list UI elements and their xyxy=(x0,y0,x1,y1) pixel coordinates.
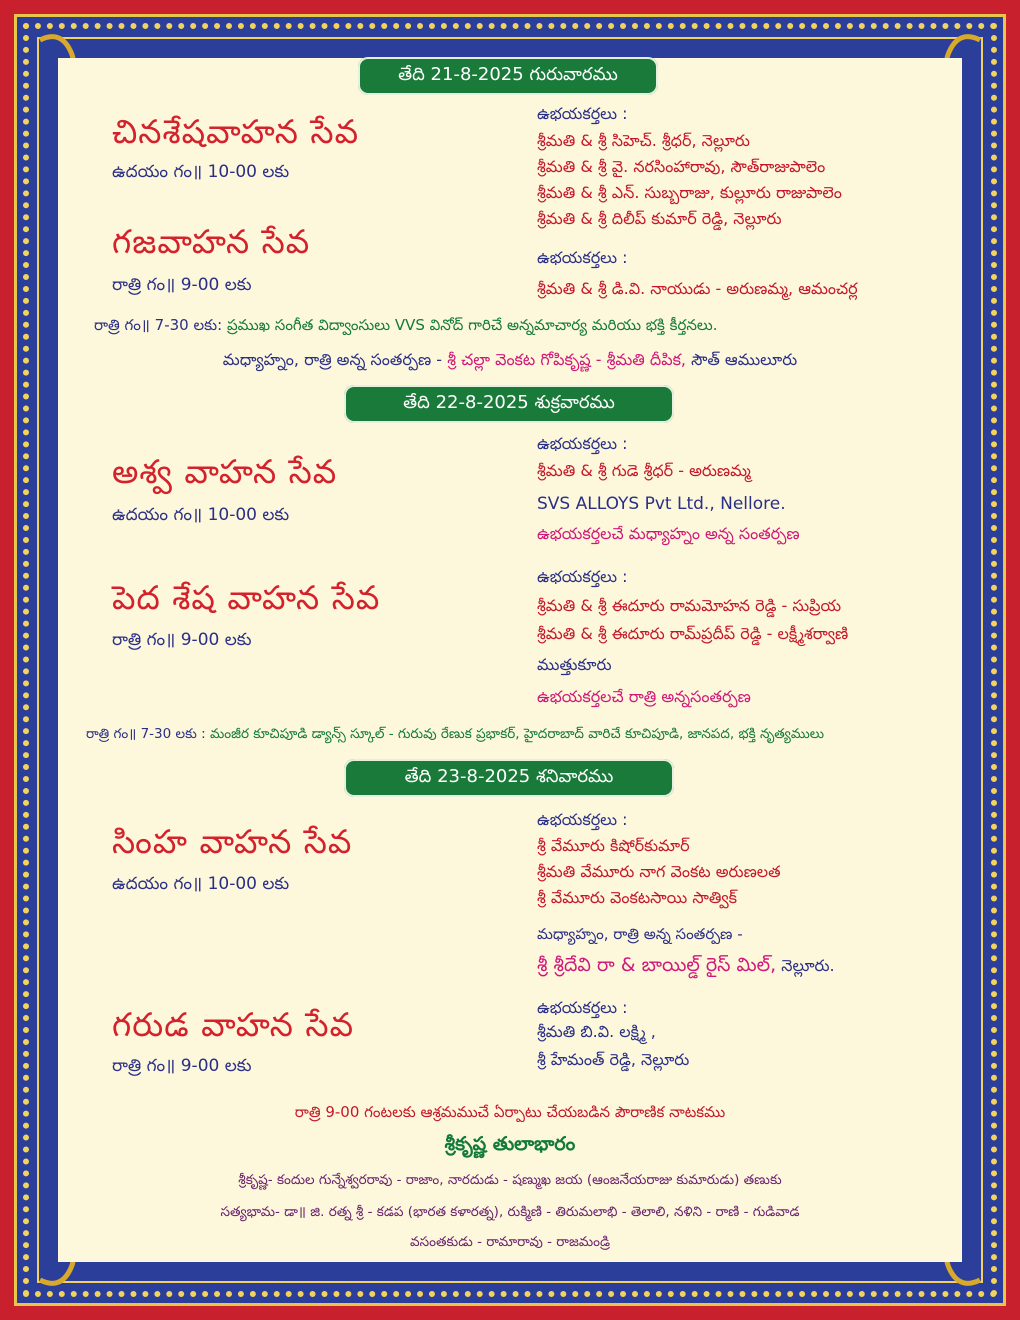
seva-title: సింహ వాహన సేవ xyxy=(112,822,353,861)
annadanam-name: శ్రీ శ్రీదేవి రా & బాయిల్డ్ రైస్ మిల్, xyxy=(537,954,777,976)
drama-intro: రాత్రి 9-00 గంటలకు ఆశ్రమముచే ఏర్పాటు చేయబడిన పౌరాణిక నాటకము xyxy=(294,1103,726,1121)
sponsor-place: ముత్తుకూరు xyxy=(537,655,612,674)
seva-time: ఉదయం గం॥ 10-00 లకు xyxy=(112,505,290,525)
date-pill-day1: తేది 21-8-2025 గురువారము xyxy=(358,57,658,95)
seva-time: రాత్రి గం॥ 9-00 లకు xyxy=(112,1056,252,1076)
annadanam-label: మధ్యాహ్నం, రాత్రి అన్న సంతర్పణ - xyxy=(537,925,743,943)
sponsor-line: శ్రీ వేమూరు వెంకటసాయి సాత్విక్ xyxy=(537,888,738,907)
date-pill-day3: తేది 23-8-2025 శనివారము xyxy=(344,759,674,797)
seva-title: అశ్వ వాహన సేవ xyxy=(112,452,338,491)
sponsor-line: శ్రీమతి & శ్రీ డి.వి. నాయుడు - అరుణమ్మ, ఆమంచర్ల xyxy=(537,279,858,298)
sponsor-note: ఉభయకర్తలచే రాత్రి అన్నసంతర్పణ xyxy=(537,687,751,706)
sponsor-line: శ్రీ వేమూరు కిషోర్‌కుమార్ xyxy=(537,836,690,855)
sponsor-company: SVS ALLOYS Pvt Ltd., Nellore. xyxy=(537,494,786,514)
annadanam-place: సౌత్ ఆములూరు xyxy=(691,350,798,369)
sponsor-line: శ్రీమతి వేమూరు నాగ వెంకట అరుణలత xyxy=(537,862,781,881)
sponsor-label: ఉభయకర్తలు : xyxy=(537,567,628,586)
sponsor-label: ఉభయకర్తలు : xyxy=(537,104,628,123)
seva-title: గరుడ వాహన సేవ xyxy=(112,1005,355,1044)
annadanam-prefix: మధ్యాహ్నం, రాత్రి అన్న సంతర్పణ - xyxy=(222,350,443,369)
drama-cast-line: సత్యభామ- డా॥ జి. రత్న శ్రీ - కడప (భారత కళారత్న), రుక్మిణి - తిరుమలాభి - తెలాలి, నళిని - రాణి - గుడివాడ xyxy=(220,1204,800,1220)
sponsor-line: శ్రీ హేమంత్ రెడ్డి, నెల్లూరు xyxy=(537,1050,690,1069)
sponsor-line: శ్రీమతి & శ్రీ సిహెచ్. శ్రీధర్, నెల్లూరు xyxy=(537,131,750,150)
sponsor-line: శ్రీమతి బి.వి. లక్ష్మి , xyxy=(537,1022,656,1041)
drama-cast-line: వసంతకుడు - రామారావు - రాజమండ్రి xyxy=(410,1234,610,1250)
annadanam-line xyxy=(537,954,835,981)
sponsor-label: ఉభయకర్తలు : xyxy=(537,810,628,829)
program-line xyxy=(94,316,718,338)
sponsor-line: శ్రీమతి & శ్రీ గుడె శ్రీధర్ - అరుణమ్మ xyxy=(537,461,751,480)
sponsor-label: ఉభయకర్తలు : xyxy=(537,998,628,1017)
seva-title: గజవాహన సేవ xyxy=(112,222,311,261)
annadanam-line xyxy=(58,350,962,373)
program-time: రాత్రి గం॥ 7-30 లకు : xyxy=(86,726,206,742)
program-time: రాత్రి గం॥ 7-30 లకు: xyxy=(94,316,223,334)
date-pill-day2: తేది 22-8-2025 శుక్రవారము xyxy=(344,385,674,423)
sponsor-label: ఉభయకర్తలు : xyxy=(537,248,628,267)
seva-time: ఉదయం గం॥ 10-00 లకు xyxy=(112,162,290,182)
seva-time: రాత్రి గం॥ 9-00 లకు xyxy=(112,630,252,650)
seva-time: ఉదయం గం॥ 10-00 లకు xyxy=(112,874,290,894)
drama-title: శ్రీకృష్ణ తులాభారం xyxy=(444,1133,576,1155)
sponsor-line: శ్రీమతి & శ్రీ వై. నరసింహారావు, సౌత్‌రాజుపాలెం xyxy=(537,157,826,176)
seva-time: రాత్రి గం॥ 9-00 లకు xyxy=(112,275,252,295)
seva-title: చినశేషవాహన సేవ xyxy=(112,112,360,151)
annadanam-name: శ్రీ చల్లా వెంకట గోపికృష్ణ - శ్రీమతి దీపిక, xyxy=(447,350,687,369)
program-line xyxy=(86,726,824,745)
sponsor-line: శ్రీమతి & శ్రీ ఈదూరు రామమోహన రెడ్డి - సుప్రియ xyxy=(537,596,842,615)
sponsor-note: ఉభయకర్తలచే మధ్యాహ్నం అన్న సంతర్పణ xyxy=(537,524,800,543)
seva-title: పెద శేష వాహన సేవ xyxy=(112,578,381,617)
sponsor-label: ఉభయకర్తలు : xyxy=(537,434,628,453)
drama-cast-line: శ్రీకృష్ణ- కందుల గున్నేశ్వరరావు - రాజాం, నారదుడు - షణ్ముఖ జయ (ఆంజనేయరాజు కుమారుడు) తణుకు xyxy=(238,1172,782,1188)
annadanam-place: నెల్లూరు. xyxy=(781,956,835,975)
sponsor-line: శ్రీమతి & శ్రీ దిలీప్ కుమార్ రెడ్డి, నెల్లూరు xyxy=(537,209,782,228)
sponsor-line: శ్రీమతి & శ్రీ ఎన్. సుబ్బరాజు, కుల్లూరు రాజుపాలెం xyxy=(537,183,842,202)
sponsor-line: శ్రీమతి & శ్రీ ఈదూరు రామ్‌ప్రదీప్ రెడ్డి - లక్ష్మీశర్వాణి xyxy=(537,624,849,643)
program-text: ప్రముఖ సంగీత విద్వాంసులు VVS వినోద్ గారిచే అన్నమాచార్య మరియు భక్తి కీర్తనలు. xyxy=(226,316,718,334)
program-text: మంజీర కూచిపూడి డ్యాన్స్ స్కూల్ - గురువు రేణుక ప్రభాకర్, హైదరాబాద్ వారిచే కూచిపూడి, జానపద, భక్తి నృత్యములు xyxy=(209,726,825,742)
